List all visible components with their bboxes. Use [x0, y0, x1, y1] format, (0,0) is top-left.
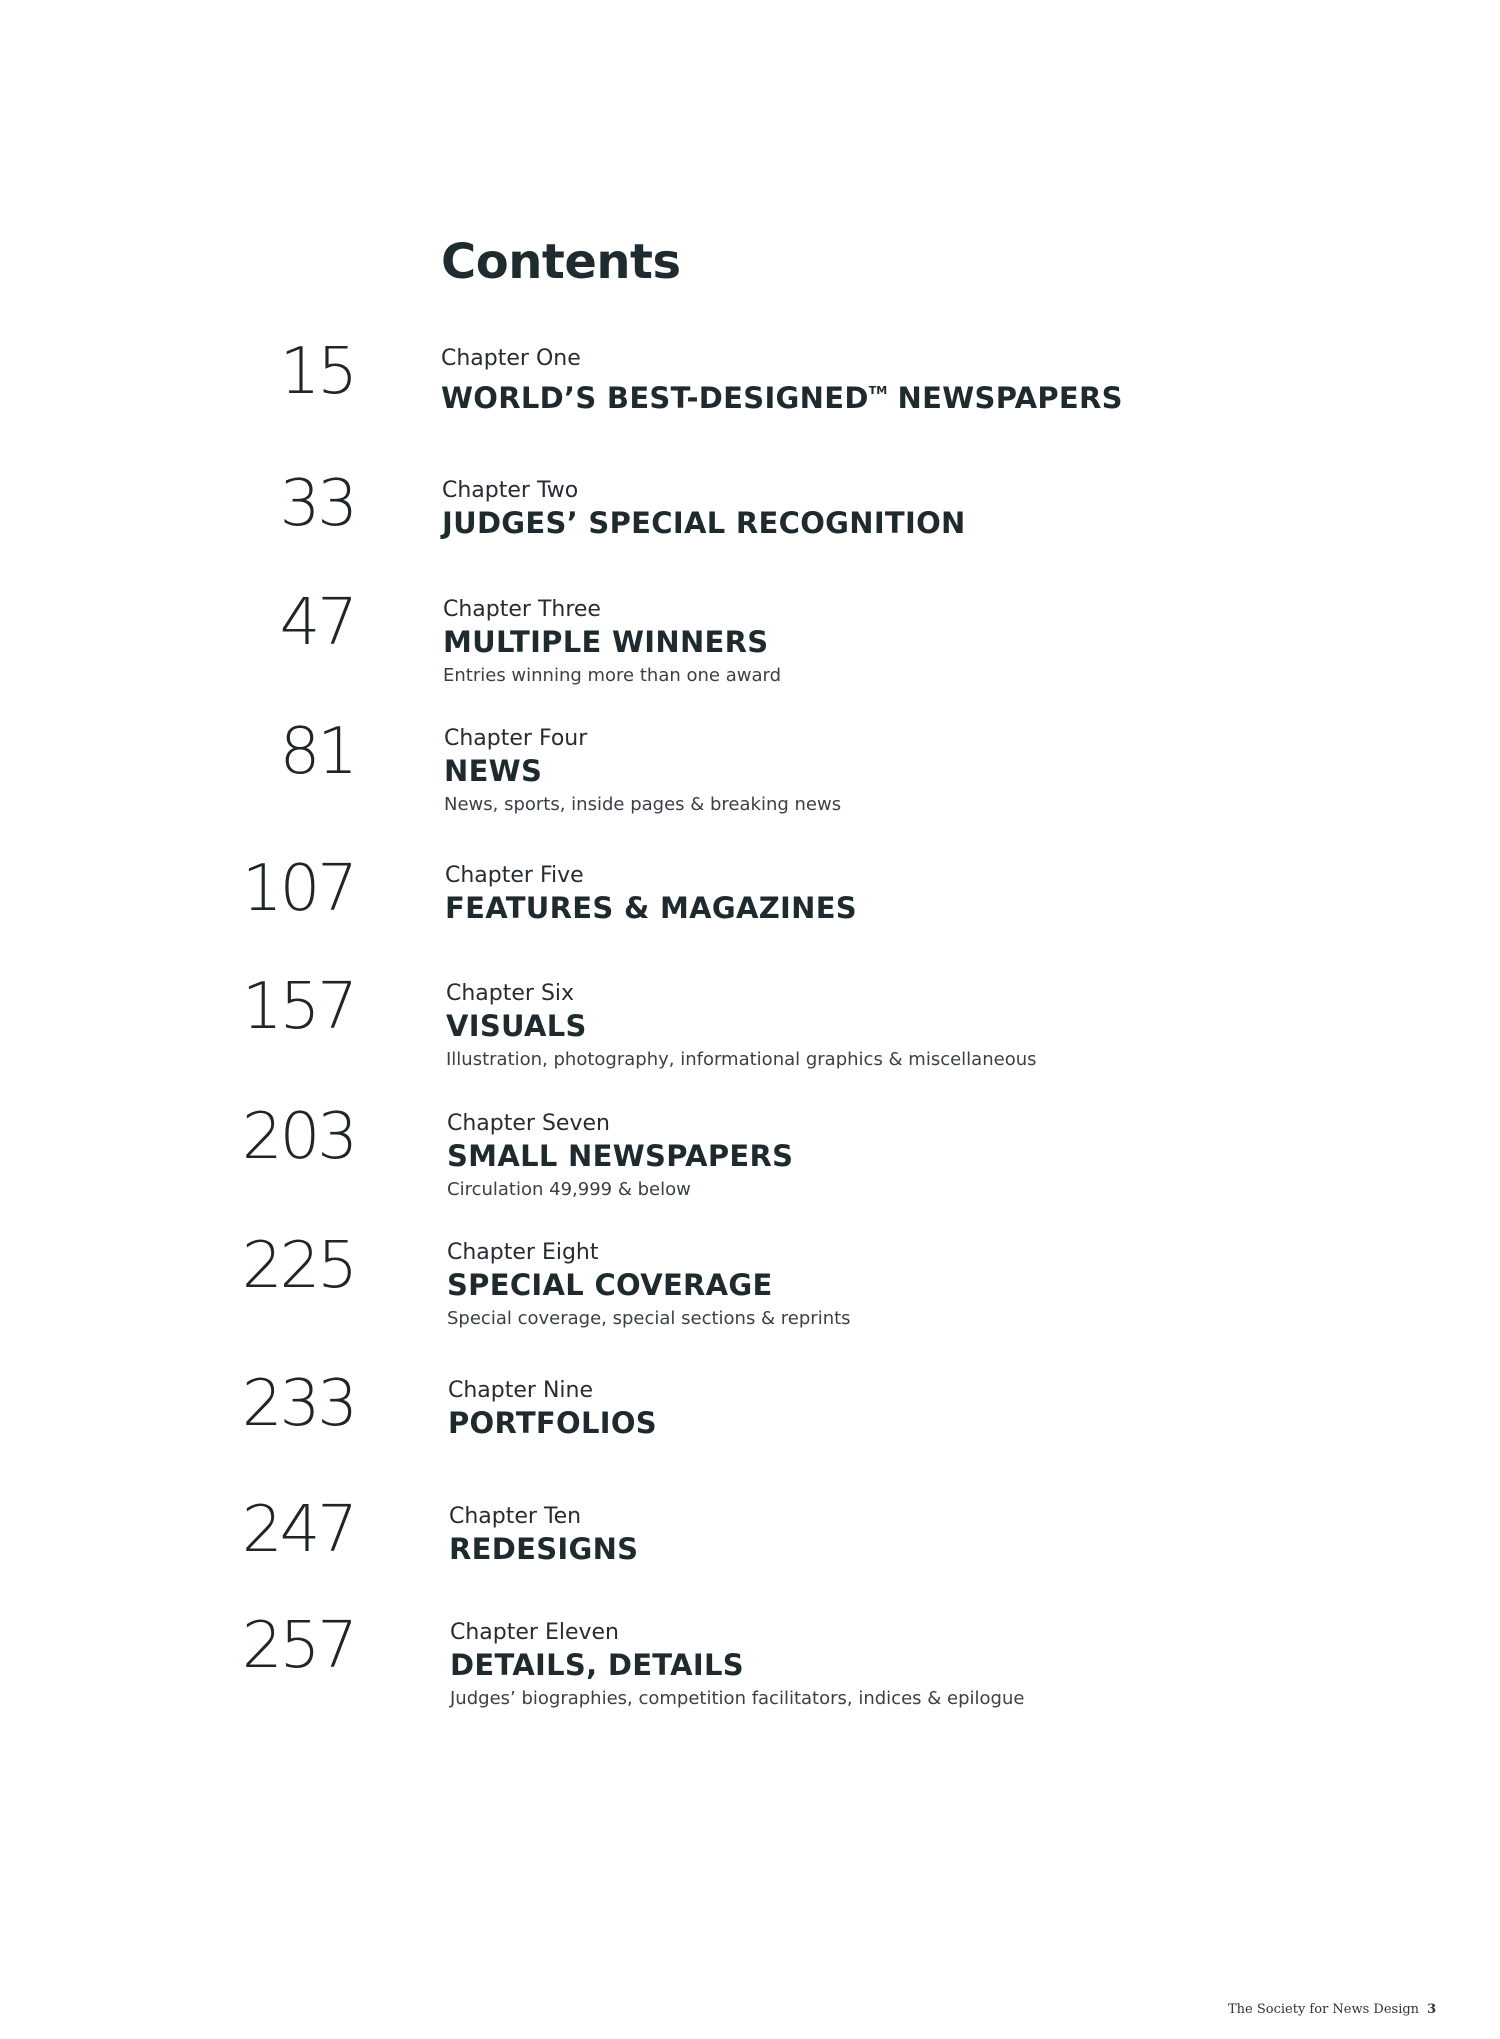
page-number: 233	[241, 1367, 355, 1441]
chapter-description: Entries winning more than one award	[443, 665, 781, 686]
chapter-label: Chapter Six	[446, 981, 575, 1006]
page-number: 157	[241, 970, 355, 1044]
page-number: 225	[241, 1229, 355, 1303]
chapter-info	[447, 1240, 1447, 1330]
chapter-description: News, sports, inside pages & breaking news	[444, 794, 842, 815]
page-number: 15	[279, 335, 355, 409]
chapter-label: Chapter Seven	[447, 1111, 610, 1136]
page-number: 203	[241, 1100, 355, 1174]
chapter-title: PORTFOLIOS	[448, 1406, 657, 1440]
chapter-info	[443, 597, 1443, 687]
chapter-description: Circulation 49,999 & below	[447, 1179, 691, 1200]
chapter-info	[448, 1378, 1448, 1440]
chapter-title: NEWS	[444, 754, 543, 788]
page-number: 33	[279, 467, 355, 541]
chapter-info	[441, 346, 1441, 415]
toc-entry-chapter-eight[interactable]	[0, 1229, 1500, 1354]
page-number: 107	[241, 852, 355, 926]
page-number: 81	[279, 715, 355, 789]
toc-entry-chapter-seven[interactable]	[0, 1100, 1500, 1225]
chapter-description: Special coverage, special sections & reprints	[447, 1308, 851, 1329]
chapter-label: Chapter Five	[445, 863, 584, 888]
toc-entry-chapter-nine[interactable]	[0, 1367, 1500, 1492]
folio-page-number: 3	[1427, 2002, 1437, 2017]
chapter-title: DETAILS, DETAILS	[450, 1648, 744, 1682]
chapter-title: REDESIGNS	[449, 1532, 639, 1566]
chapter-description: Illustration, photography, informational graphics & miscellaneous	[446, 1049, 1037, 1070]
chapter-info	[442, 478, 1442, 540]
toc-entry-chapter-three[interactable]	[0, 586, 1500, 711]
page-number: 247	[241, 1493, 355, 1567]
chapter-info	[444, 726, 1444, 816]
chapter-label: Chapter Three	[443, 597, 601, 622]
chapter-title: MULTIPLE WINNERS	[443, 625, 769, 659]
chapter-title	[441, 374, 1441, 415]
page-number: 47	[279, 586, 355, 660]
chapter-label: Chapter Eight	[447, 1240, 599, 1265]
chapter-title: FEATURES & MAGAZINES	[445, 891, 857, 925]
publication-name: The Society for News Design	[1228, 2002, 1420, 2017]
chapter-description: Judges’ biographies, competition facilitators, indices & epilogue	[450, 1688, 1025, 1709]
chapter-info	[449, 1504, 1449, 1566]
chapter-label: Chapter Ten	[449, 1504, 582, 1529]
chapter-label: Chapter One	[441, 346, 581, 371]
chapter-info	[450, 1620, 1450, 1710]
toc-entry-chapter-five[interactable]	[0, 852, 1500, 977]
chapter-label: Chapter Four	[444, 726, 588, 751]
chapter-info	[447, 1111, 1447, 1201]
chapter-info	[446, 981, 1446, 1071]
chapter-title: SMALL NEWSPAPERS	[447, 1139, 794, 1173]
toc-entry-chapter-ten[interactable]	[0, 1493, 1500, 1618]
toc-entry-chapter-six[interactable]	[0, 970, 1500, 1095]
chapter-title: JUDGES’ SPECIAL RECOGNITION	[442, 506, 966, 540]
chapter-title-rest: NEWSPAPERS	[887, 381, 1123, 415]
chapter-label: Chapter Nine	[448, 1378, 593, 1403]
chapter-label: Chapter Two	[442, 478, 579, 503]
trademark-mark: TM	[868, 384, 888, 397]
chapter-label: Chapter Eleven	[450, 1620, 619, 1645]
chapter-title: SPECIAL COVERAGE	[447, 1268, 773, 1302]
chapter-title: VISUALS	[446, 1009, 587, 1043]
page-number: 257	[241, 1609, 355, 1683]
toc-entry-chapter-one[interactable]	[0, 335, 1500, 460]
toc-entry-chapter-eleven[interactable]	[0, 1609, 1500, 1734]
chapter-title-main: WORLD’S BEST-DESIGNED	[441, 381, 869, 415]
page-title: Contents	[441, 234, 681, 290]
toc-entry-chapter-two[interactable]	[0, 467, 1500, 592]
page-footer	[1228, 2002, 1436, 2017]
chapter-info	[445, 863, 1445, 925]
toc-entry-chapter-four[interactable]	[0, 715, 1500, 840]
